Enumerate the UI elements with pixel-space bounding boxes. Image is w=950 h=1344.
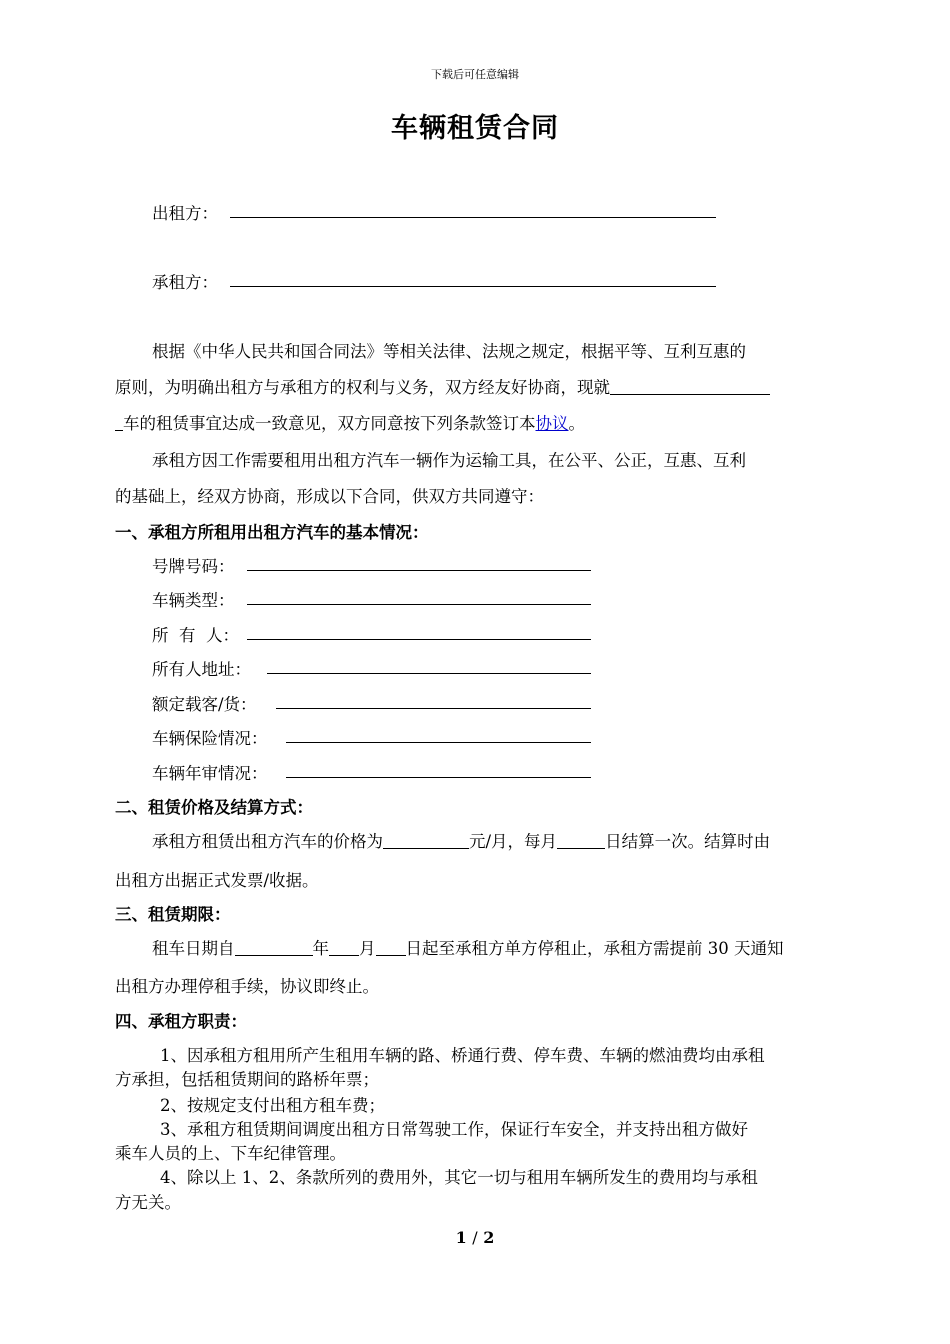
section3-line1: 租车日期自 年 月 日起至承租方单方停租止，承租方需提前 30 天通知 (152, 939, 784, 958)
intro-p1-line1: 根据《中华人民共和国合同法》等相关法律、法规之规定，根据平等、互利互惠的 (152, 342, 746, 361)
item3-line1: 3、承租方租赁期间调度出租方日常驾驶工作，保证行车安全，并支持出租方做好 (160, 1120, 748, 1139)
vehicle-type-blank[interactable] (247, 604, 591, 605)
owner-blank[interactable] (247, 639, 591, 640)
vehicle-blank-cont (115, 414, 123, 431)
intro-p1-line2: 原则，为明确出租方与承租方的权利与义务，双方经友好协商，现就 (115, 374, 770, 398)
vehicle-blank (610, 378, 770, 395)
section2-line2: 出租方出据正式发票/收据。 (115, 871, 319, 890)
page-number (0, 1228, 950, 1247)
lessee-blank[interactable] (230, 286, 716, 287)
field-plate-number: 号牌号码： (152, 557, 235, 576)
lessor-label: 出租方： (152, 204, 218, 223)
section1-heading: 一、承租方所租用出租方汽车的基本情况： (115, 523, 429, 542)
item4-line2: 方无关。 (115, 1193, 181, 1212)
page-current: 1 (455, 1228, 467, 1247)
page-sep: / (472, 1228, 478, 1247)
item3-line2: 乘车人员的上、下车纪律管理。 (115, 1144, 346, 1163)
field-annual-inspection: 车辆年审情况： (152, 764, 268, 783)
section2-line1: 承租方租赁出租方汽车的价格为 元/月，每月 日结算一次。结算时由 (152, 832, 771, 851)
intro-p2-line2: 的基础上，经双方协商，形成以下合同，供双方共同遵守： (115, 487, 544, 506)
annual-inspection-blank[interactable] (286, 777, 591, 778)
insurance-blank[interactable] (286, 742, 591, 743)
day-blank (376, 939, 406, 956)
field-rated-load: 额定载客/货： (152, 695, 257, 714)
lessee-label: 承租方： (152, 273, 218, 292)
agreement-link[interactable]: 协议 (535, 414, 569, 433)
page-total: 2 (483, 1228, 495, 1247)
field-vehicle-type: 车辆类型： (152, 591, 235, 610)
plate-number-blank[interactable] (247, 570, 591, 571)
item1-line2: 方承担，包括租赁期间的路桥年票； (115, 1070, 379, 1089)
intro-p1-line3: 车的租赁事宜达成一致意见，双方同意按下列条款签订本协议。 (115, 410, 585, 434)
section2-heading: 二、租赁价格及结算方式： (115, 798, 313, 817)
year-blank (235, 939, 313, 956)
field-owner-address: 所有人地址： (152, 660, 251, 679)
field-insurance: 车辆保险情况： (152, 729, 268, 748)
price-blank (383, 832, 469, 849)
month-blank (329, 939, 359, 956)
section4-heading: 四、承租方职责： (115, 1012, 247, 1031)
section3-line2: 出租方办理停租手续，协议即终止。 (115, 977, 379, 996)
owner-address-blank[interactable] (267, 673, 591, 674)
field-owner: 所 有 人： (152, 626, 239, 645)
section3-heading: 三、租赁期限： (115, 905, 231, 924)
rated-load-blank[interactable] (276, 708, 591, 709)
intro-p2-line1: 承租方因工作需要租用出租方汽车一辆作为运输工具，在公平、公正，互惠、互利 (152, 451, 746, 470)
item4-line1: 4、除以上 1、2、条款所列的费用外，其它一切与租用车辆所发生的费用均与承租 (160, 1168, 758, 1187)
lessor-blank[interactable] (230, 217, 716, 218)
page-header: 下载后可任意编辑 (431, 68, 519, 81)
item1-line1: 1、因承租方租用所产生租用车辆的路、桥通行费、停车费、车辆的燃油费均由承租 (160, 1046, 765, 1065)
settle-day-blank (557, 832, 605, 849)
page-title: 车辆租赁合同 (391, 113, 559, 144)
item2: 2、按规定支付出租方租车费； (160, 1096, 385, 1115)
